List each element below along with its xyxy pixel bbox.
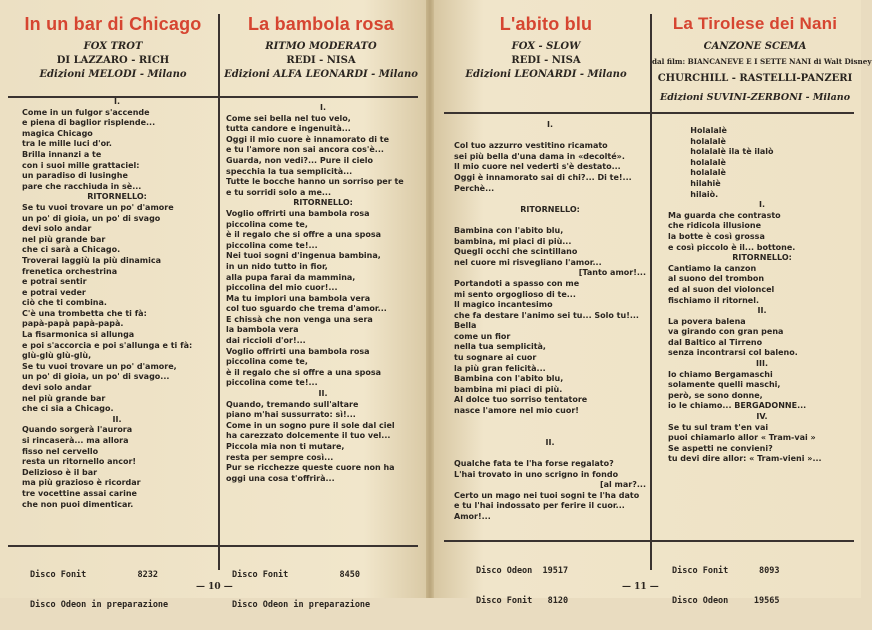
lyric-line: holalalè ila tè ilalò xyxy=(668,147,774,157)
song-lyrics xyxy=(22,97,212,510)
disc-line: Disco Fonit 8450 xyxy=(232,570,360,580)
lyric-line: tu devi dire allor: « Tram-vieni »... xyxy=(668,454,822,464)
lyric-line: [Tanto amor!... xyxy=(578,268,646,278)
song-publisher: Edizioni LEONARDI - Milano xyxy=(465,69,627,80)
lyric-line: Come sei bella nel tuo velo, xyxy=(226,113,351,123)
lyric-line: nella tua semplicità, xyxy=(454,342,546,352)
lyric-line: pare che racchiuda in sè... xyxy=(22,181,142,191)
lyric-line xyxy=(454,215,646,226)
lyric-line: devi solo andar xyxy=(22,383,92,393)
lyric-line: Portandoti a spasso con me xyxy=(454,278,580,288)
lyric-line: però, se sono donne, xyxy=(668,390,763,400)
lyric-line: piccolina come te!... xyxy=(226,240,318,250)
lyric-line: la botte è così grossa xyxy=(668,231,765,241)
lyric-line: Se tu sul tram t'en vai xyxy=(668,422,769,432)
lyric-line: I. xyxy=(758,200,765,210)
disc-info xyxy=(30,550,168,630)
lyric-line: sei più bella d'una dama in «decolté». xyxy=(454,151,625,161)
lyric-line: RITORNELLO: xyxy=(520,204,580,214)
lyric-line: C'è una trombetta che ti fà: xyxy=(22,308,147,318)
disc-line: Disco Fonit 8120 xyxy=(476,596,569,606)
lyric-line xyxy=(454,194,646,205)
lyric-line: Certo un mago nei tuoi sogni te l'ha dato xyxy=(454,490,640,500)
lyric-line: nel cuore mi risvegliano l'amor... xyxy=(454,257,602,267)
page-number: — 11 — xyxy=(622,582,659,592)
lyric-line: Voglio offrirti una bambola rosa xyxy=(226,346,370,356)
lyric-line: III. xyxy=(756,359,768,369)
lyric-line: piccolina del mio cuor!... xyxy=(226,283,338,293)
lyric-line: holalalè xyxy=(668,157,726,167)
lyric-line: che fa destare l'animo sei tu... Solo tu!... xyxy=(454,310,639,320)
lyric-line: nasce l'amore nel mio cuor! xyxy=(454,406,579,416)
lyric-line: Brilla innanzi a te xyxy=(22,149,102,159)
lyric-line: Guarda, non vedi?... Pure il cielo xyxy=(226,155,374,165)
lyric-line: si rincaserà... ma allora xyxy=(22,436,129,445)
song-lyrics xyxy=(454,120,646,523)
disc-line: Disco Fonit 8232 xyxy=(30,570,158,580)
lyric-line: che ci sarà a Chicago. xyxy=(22,245,121,255)
lyric-line: un po' di gioia, un po' di svago xyxy=(22,213,161,223)
lyric-line: ha carezzato dolcemente il tuo vel... xyxy=(226,431,391,441)
lyric-line: specchia la tua semplicità... xyxy=(226,166,353,176)
song-title: La bambola rosa xyxy=(247,14,395,34)
lyric-line: e così piccolo è il... bottone. xyxy=(668,242,796,252)
lyric-line: L'hai trovato in uno scrigno in fondo xyxy=(454,469,619,479)
lyric-line: hilahiè xyxy=(668,178,721,188)
lyric-line: [al mar?... xyxy=(599,480,646,490)
disc-line: Disco Odeon 19565 xyxy=(672,596,780,606)
lyric-line: che non puoi dimenticar. xyxy=(22,499,134,509)
lyric-line: piano m'hai sussurrato: sì!... xyxy=(226,410,356,420)
lyric-line: La povera balena xyxy=(668,316,746,326)
lyric-line: Oggi è innamorato sai di chi?... Di te!... xyxy=(454,172,632,182)
lyric-line: II. xyxy=(757,306,767,316)
lyric-line: frenetica orchestrina xyxy=(22,266,118,276)
lyric-line: I. xyxy=(319,103,326,112)
lyric-line: Quando, tremando sull'altare xyxy=(226,399,359,409)
lyric-line: Voglio offrirti una bambola rosa xyxy=(226,208,370,218)
disc-line: Disco Odeon 19517 xyxy=(476,566,569,576)
lyric-line: la più gran felicità... xyxy=(454,363,546,373)
lyric-line: RITORNELLO: xyxy=(87,192,147,202)
song-title: La Tirolese dei Nani xyxy=(672,14,838,33)
lyric-line: la bambola vera xyxy=(226,325,299,335)
lyric-line: Come in un sogno pure il sole dal ciel xyxy=(226,420,395,430)
book-gutter xyxy=(426,0,434,598)
lyric-line: e tu l'amore non sai ancora cos'è... xyxy=(226,145,384,155)
lyric-line: resta per sempre così... xyxy=(226,452,334,462)
lyric-line: IV. xyxy=(756,412,768,422)
lyric-line: col tuo sguardo che trema d'amor... xyxy=(226,304,387,314)
lyric-line: e piena di baglior risplende... xyxy=(22,118,156,128)
lyric-line: piccolina come te!... xyxy=(226,378,318,388)
lyric-line: II. xyxy=(112,414,122,424)
lyric-line: tutta candore e ingenuità... xyxy=(226,124,351,134)
lyric-line: Amor!... xyxy=(454,511,491,521)
lyric-line: Il mio cuore nel vederti s'è destato... xyxy=(454,162,621,172)
lyric-line: piccolina come te, xyxy=(226,219,308,229)
lyric-line xyxy=(454,131,646,142)
song-title: L'abito blu xyxy=(499,14,593,34)
lyric-line: resta un ritornello ancor! xyxy=(22,457,137,467)
lyric-line: I. xyxy=(546,120,553,129)
lyric-line: Holalalè xyxy=(668,126,727,135)
lyric-line: E chissà che non venga una sera xyxy=(226,314,373,324)
lyric-line: io le chiamo... BERGADONNE... xyxy=(668,401,807,411)
lyric-line: in un nido tutto in fior, xyxy=(226,261,328,271)
lyric-line: fisso nel cervello xyxy=(22,446,99,456)
lyric-line: Io chiamo Bergamaschi xyxy=(668,369,773,379)
lyric-line: Al dolce tuo sorriso tentatore xyxy=(454,395,588,405)
lyric-line: Quando sorgerà l'aurora xyxy=(22,425,133,435)
song-authors: REDI - NISA xyxy=(511,55,581,66)
lyric-line: come un fior xyxy=(454,331,511,341)
song-column xyxy=(652,0,872,606)
song-publisher: Edizioni SUVINI-ZERBONI - Milano xyxy=(659,92,851,103)
lyric-line: Se tu vuoi trovare un po' d'amore xyxy=(22,202,174,212)
lyric-line: puoi chiamarlo allor « Tram-vai » xyxy=(668,433,816,443)
lyric-line: Bambina con l'abito blu, xyxy=(454,225,564,235)
lyric-line: senza incontrarsi col baleno. xyxy=(668,348,798,358)
lyric-line: Cantiamo la canzon xyxy=(668,263,757,273)
lyric-line: II. xyxy=(318,389,328,399)
lyric-line: al suono del trombon xyxy=(668,274,765,284)
lyric-line: Nei tuoi sogni d'ingenua bambina, xyxy=(226,251,381,261)
lyric-line: ed al suon del violoncel xyxy=(668,284,775,294)
lyric-line: Quegli occhi che scintillano xyxy=(454,247,578,257)
lyric-line: RITORNELLO: xyxy=(732,253,792,263)
lyric-line: Il magico incantesimo xyxy=(454,300,553,310)
lyric-line xyxy=(454,427,646,438)
lyric-line: dal Baltico al Tirreno xyxy=(668,337,763,347)
lyric-line: magica Chicago xyxy=(22,128,93,138)
lyric-line: Qualche fata te l'ha forse regalato? xyxy=(454,459,614,468)
song-lyrics xyxy=(226,103,420,484)
lyric-line: Ma guarda che contrasto xyxy=(668,210,781,220)
lyric-line: Ma tu implori una bambola vera xyxy=(226,293,371,303)
lyric-line: Delizioso è il bar xyxy=(22,467,98,477)
song-publisher: Edizioni ALFA LEONARDI - Milano xyxy=(224,69,418,80)
lyric-line: bambina mi piaci di più. xyxy=(454,384,563,394)
lyric-line: papà-papà papà-papà. xyxy=(22,319,124,329)
page-number: — 10 — xyxy=(196,582,233,592)
lyric-line: tu sognare ai cuor xyxy=(454,353,537,363)
lyric-line: piccolina come te, xyxy=(226,357,308,367)
song-tempo: FOX TROT xyxy=(83,41,143,52)
lyric-line: e tu l'hai indossato per ferire il cuor... xyxy=(454,501,625,511)
song-column xyxy=(444,0,648,606)
lyric-line: Pur se ricchezze queste cuore non ha xyxy=(226,463,395,473)
lyric-line: RITORNELLO: xyxy=(293,198,353,208)
lyric-line: bambina, mi piaci di più... xyxy=(454,236,572,246)
lyric-line: Perchè... xyxy=(454,183,495,193)
song-title: In un bar di Chicago xyxy=(24,14,202,34)
lyric-line: holalalè xyxy=(668,168,726,178)
lyric-line: e potrai sentir xyxy=(22,277,87,287)
lyric-line: nel più grande bar xyxy=(22,393,106,403)
lyric-line: glù-glù glù-glù, xyxy=(22,351,92,361)
lyric-line: solamente quelli maschi, xyxy=(668,380,781,390)
lyric-line: va girando con gran pena xyxy=(668,327,784,337)
lyric-line: Bella xyxy=(454,321,477,331)
lyric-line: fischiamo il ritornel. xyxy=(668,295,760,305)
lyric-line: è il regalo che si offre a una sposa xyxy=(226,230,381,240)
lyric-line: che ridicola illusione xyxy=(668,221,762,231)
lyric-line: Come in un fulgor s'accende xyxy=(22,107,150,117)
disc-line: Disco Odeon in preparazione xyxy=(232,600,371,610)
lyric-line: Tutte le bocche hanno un sorriso per te xyxy=(226,177,404,187)
song-film: dal film: BIANCANEVE E I SETTE NANI di Walt Disney xyxy=(652,57,872,66)
lyric-line: e tu sorridi solo a me... xyxy=(226,187,332,197)
lyric-line: nel più grande bar xyxy=(22,234,106,244)
song-lyrics xyxy=(668,126,856,465)
lyric-line: ciò che ti combina. xyxy=(22,298,107,308)
lyric-line: con i suoi mille grattaciel: xyxy=(22,160,140,170)
lyric-line: ma più grazioso è ricordar xyxy=(22,478,141,488)
lyric-line: un po' di gioia, un po' di svago... xyxy=(22,372,170,382)
song-tempo: CANZONE SCEMA xyxy=(703,41,807,52)
lyric-line: mi sento orgoglioso di te... xyxy=(454,289,576,299)
song-authors: REDI - NISA xyxy=(286,55,356,66)
lyric-line: Se aspetti ne convieni? xyxy=(668,443,773,453)
lyric-line: I. xyxy=(113,97,120,106)
disc-info xyxy=(476,546,568,626)
lyric-line xyxy=(454,448,646,459)
lyric-line: Se tu vuoi trovare un po' d'amore, xyxy=(22,361,177,371)
lyric-line: devi solo andar xyxy=(22,224,92,234)
lyric-line: e potrai veder xyxy=(22,287,86,297)
song-column xyxy=(8,0,218,610)
song-authors: CHURCHILL - RASTELLI-PANZERI xyxy=(657,73,853,84)
song-tempo: RITMO MODERATO xyxy=(265,41,377,52)
lyric-line: oggi una cosa t'offrirà... xyxy=(226,473,335,483)
disc-info xyxy=(672,546,779,626)
lyric-line: tre vocettine assai carine xyxy=(22,488,137,498)
song-publisher: Edizioni MELODI - Milano xyxy=(39,69,187,80)
lyric-line: hilaiò. xyxy=(668,189,719,199)
song-tempo: FOX - SLOW xyxy=(511,41,581,52)
disc-line: Disco Fonit 8093 xyxy=(672,566,780,576)
lyric-line: e poi s'accorcia e poi s'allunga e ti fà: xyxy=(22,340,193,350)
lyric-line: holalalè xyxy=(668,136,726,146)
lyric-line: Troverai laggiù la più dinamica xyxy=(22,255,162,265)
song-authors: DI LAZZARO - RICH xyxy=(56,55,170,66)
lyric-line: dai riccioli d'or!... xyxy=(226,336,306,346)
lyric-line: Piccola mia non ti mutare, xyxy=(226,442,345,451)
lyric-line: Oggi il mio cuore è innamorato di te xyxy=(226,134,390,144)
lyric-line: Col tuo azzurro vestitino ricamato xyxy=(454,141,608,151)
lyric-line xyxy=(454,417,646,428)
song-column xyxy=(220,0,422,610)
lyric-line: un paradiso di lusinghe xyxy=(22,171,128,181)
lyric-line: che ci sia a Chicago. xyxy=(22,404,114,414)
lyric-line: alla pupa farai da mammina, xyxy=(226,272,356,282)
lyric-line: tra le mille luci d'or. xyxy=(22,139,112,149)
lyric-line: è il regalo che si offre a una sposa xyxy=(226,367,381,377)
lyric-line: II. xyxy=(545,437,555,447)
lyric-line: La fisarmonica si allunga xyxy=(22,330,135,340)
disc-info xyxy=(232,550,370,630)
disc-line: Disco Odeon in preparazione xyxy=(30,600,169,610)
lyric-line: Bambina con l'abito blu, xyxy=(454,374,564,384)
